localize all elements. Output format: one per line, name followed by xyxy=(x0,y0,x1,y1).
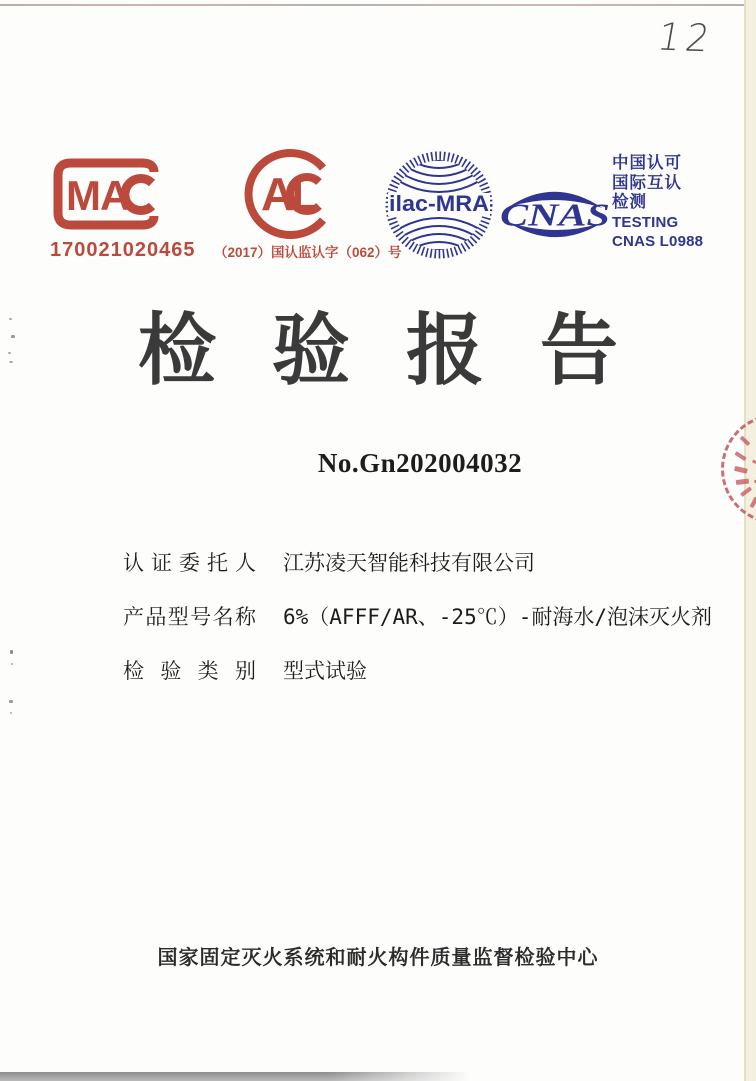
certification-logos xyxy=(0,146,756,276)
cnas-line: TESTING xyxy=(612,213,679,231)
field-value-client: 江苏凌天智能科技有限公司 xyxy=(283,551,535,575)
ilac-mra-mark-text: ilac-MRA xyxy=(389,191,490,216)
cnas-mark-text: CNAS xyxy=(500,197,610,233)
cnas-line: CNAS L0988 xyxy=(612,233,704,250)
scan-speck xyxy=(9,700,13,703)
handwritten-page-number: 12 xyxy=(654,16,718,61)
field-label-client: 认证委托人 xyxy=(123,552,256,575)
cnas-line: 国际互认 xyxy=(612,173,682,192)
scan-speck xyxy=(11,663,13,665)
cma-logo-icon xyxy=(50,156,172,232)
field-value-product-model: 6%（AFFF/AR、-25℃）-耐海水/泡沫灭火剂 xyxy=(283,605,713,629)
stamp-glyph-mark xyxy=(752,460,756,466)
field-label-product-model: 产品型号名称 xyxy=(123,606,256,629)
report-fields xyxy=(123,549,712,711)
stamp-glyph-mark xyxy=(740,487,752,497)
cal-mark-text: AL xyxy=(261,168,317,220)
field-row-inspection-type xyxy=(123,657,712,686)
scan-speck xyxy=(10,712,12,714)
cal-caption: （2017）国认监认字（062）号 xyxy=(214,245,402,260)
cma-mark-text: MA xyxy=(66,172,130,219)
stamp-glyph-mark xyxy=(736,478,750,485)
scan-edge-top xyxy=(0,4,756,6)
stamp-glyph-mark xyxy=(734,466,748,474)
report-number: No.Gn202004032 xyxy=(317,448,523,478)
cal-certification xyxy=(214,148,402,261)
cal-logo-icon xyxy=(237,148,341,240)
cnas-logo-icon xyxy=(496,170,614,260)
cnas-accreditation-text xyxy=(612,154,703,252)
field-label-inspection-type: 检验类别 xyxy=(123,660,256,683)
report-title: 检验报告 xyxy=(137,306,674,394)
stamp-glyph-mark xyxy=(734,451,746,461)
cnas-line: 检测 xyxy=(612,193,647,211)
cma-certification xyxy=(50,156,196,262)
cnas-certification xyxy=(496,170,614,265)
field-row-client xyxy=(123,549,712,578)
stamp-glyph-mark xyxy=(740,436,751,446)
field-row-product-model xyxy=(123,603,712,632)
stamp-glyph-mark xyxy=(750,497,756,509)
cnas-line: 中国认可 xyxy=(612,154,682,172)
issuing-organization: 国家固定灭火系统和耐火构件质量监督检验中心 xyxy=(157,947,599,969)
cma-license-number: 170021020465 xyxy=(50,239,196,261)
ilac-mra-certification xyxy=(384,148,494,267)
scan-edge-bottom xyxy=(0,1072,470,1081)
scan-speck xyxy=(10,650,13,654)
ilac-mra-logo-icon xyxy=(384,148,494,262)
field-value-inspection-type: 型式试验 xyxy=(283,659,367,683)
